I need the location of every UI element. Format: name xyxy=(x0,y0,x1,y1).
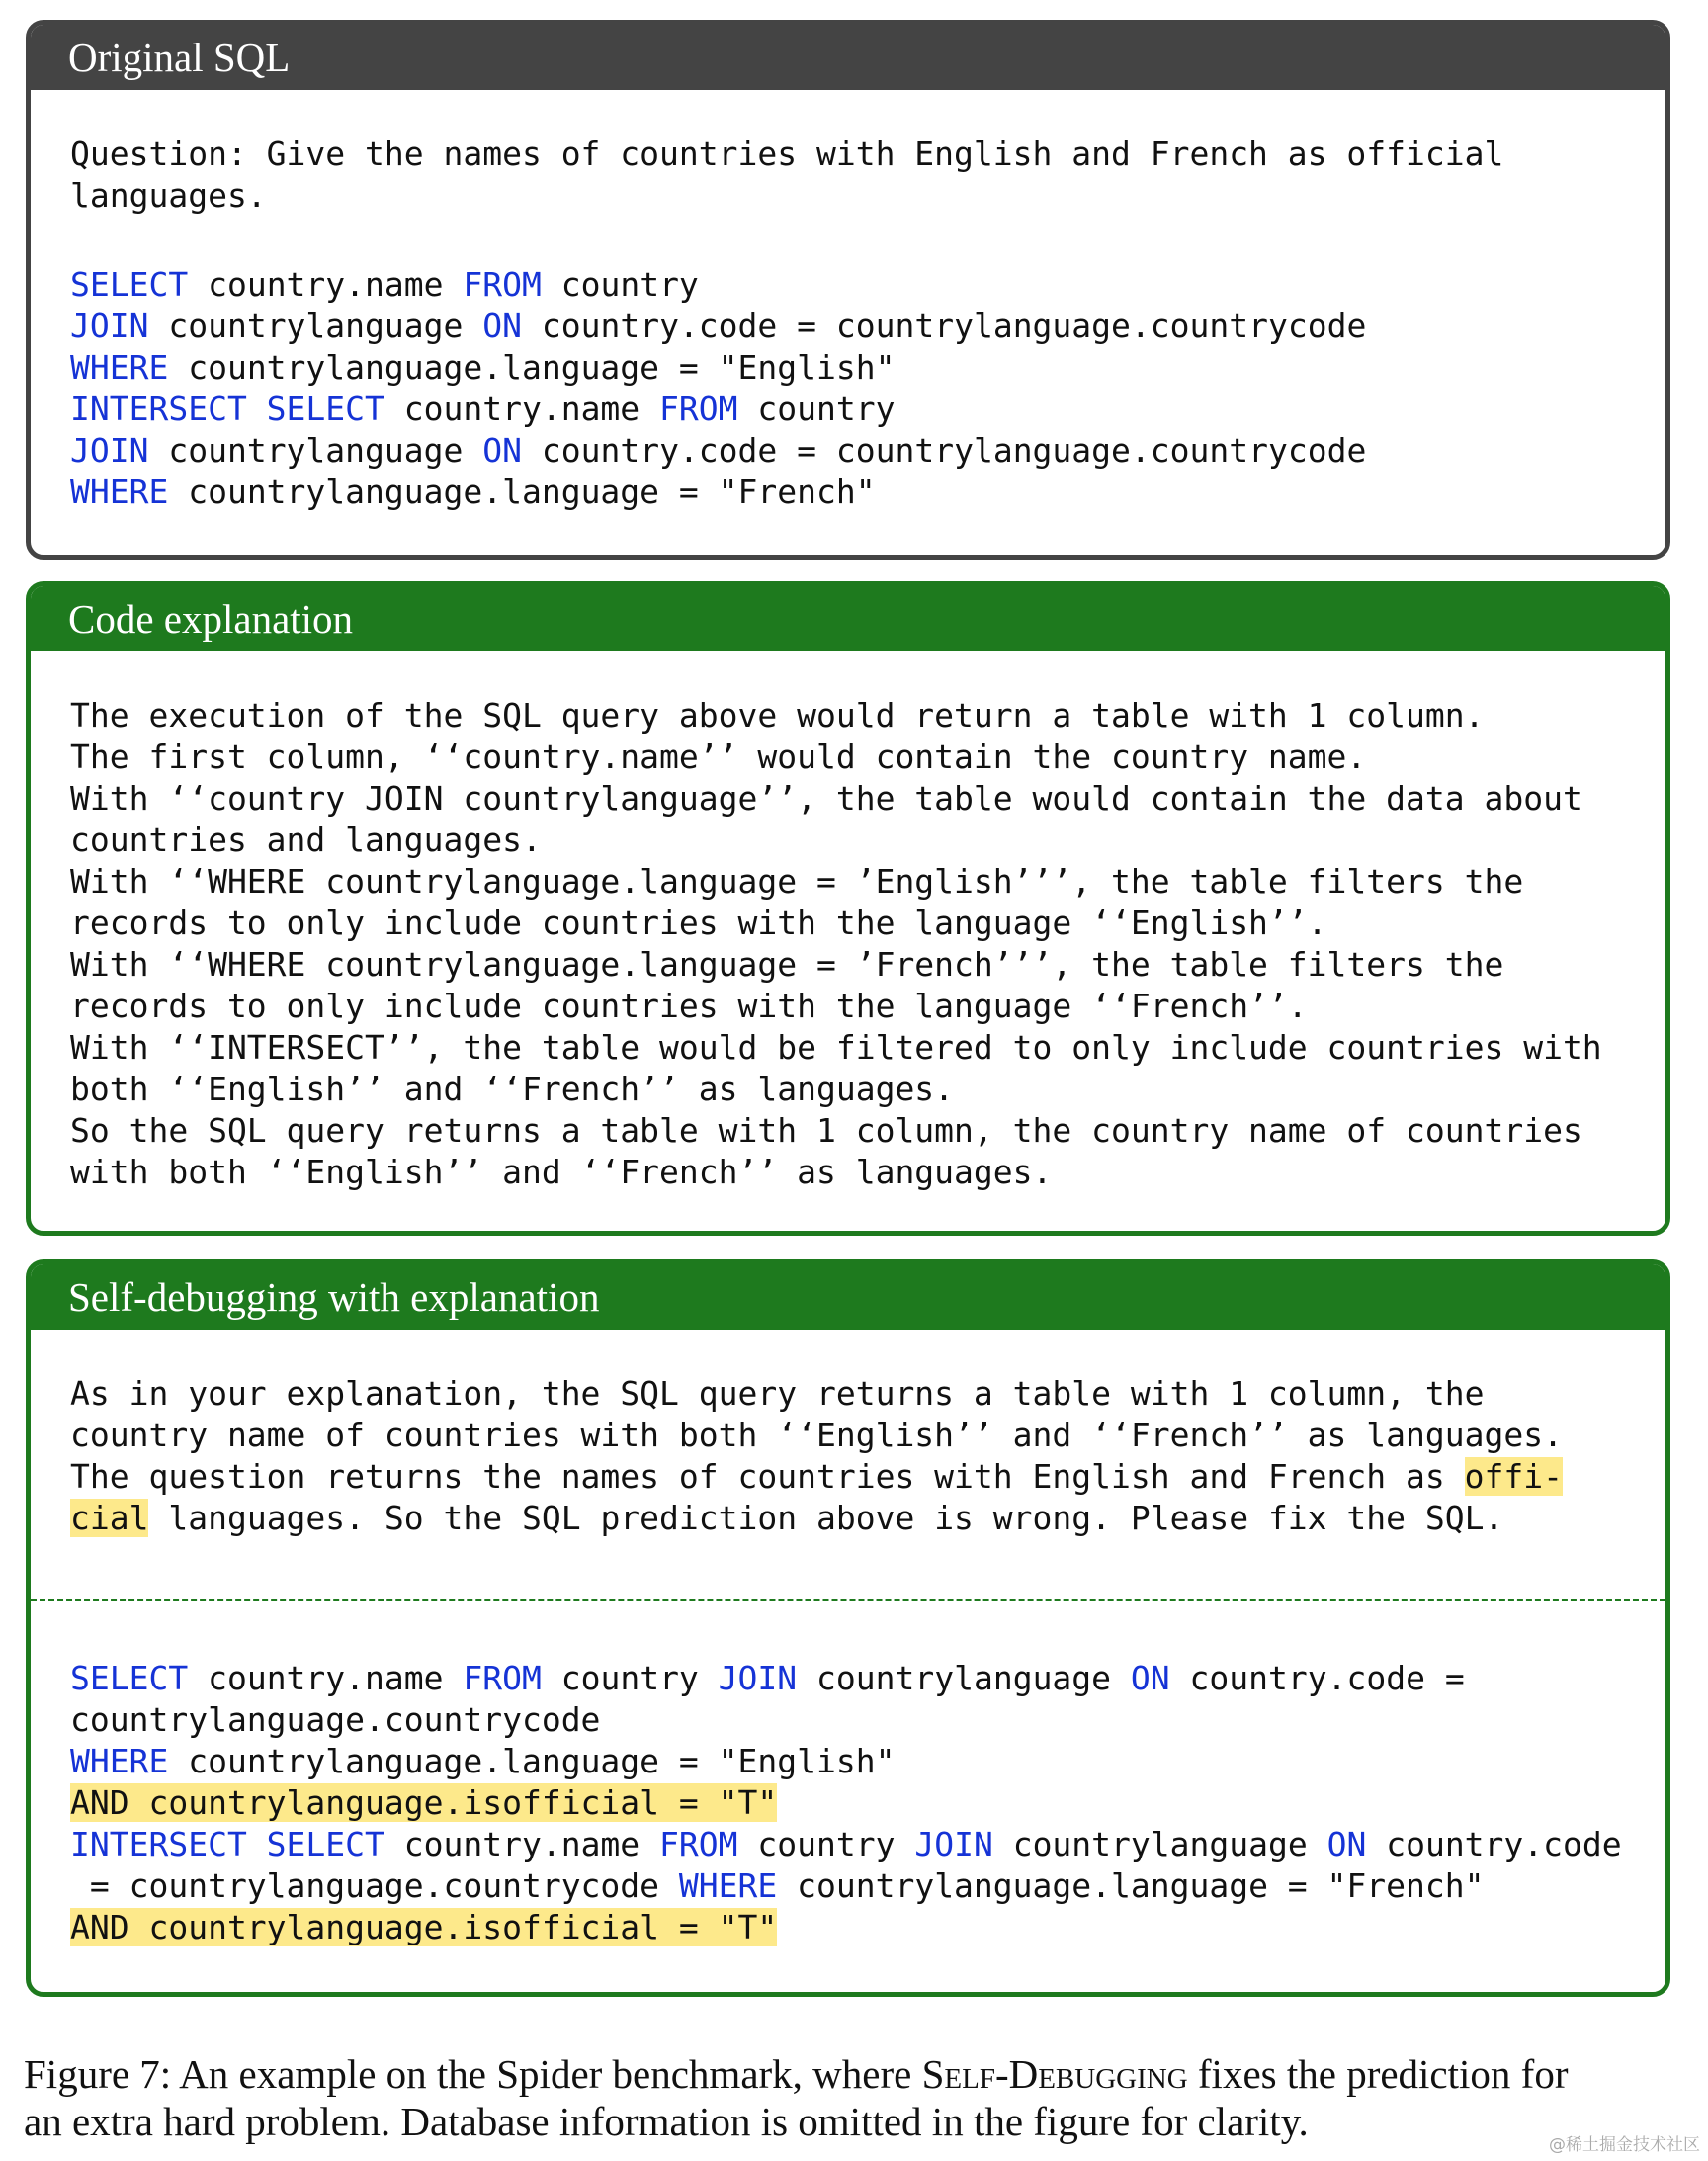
code-explanation-panel xyxy=(26,581,1670,1236)
highlight: offi- xyxy=(1464,1457,1563,1496)
feedback-text: As in your explanation, the SQL query returns a table with 1 column, the country name of countries with both ‘‘English’’ and ‘‘French’’ as languages. The question returns the names of countries with English and French as offi- cial languages. So the SQL prediction above is wrong. Please fix the SQL. xyxy=(70,1374,1563,1537)
figure-caption: Figure 7: An example on the Spider benchmark, where Self-Debugging fixes the prediction for an extra hard problem. Database information is omitted in the figure for clarity. xyxy=(24,2051,1569,2144)
fixed-sql-code: SELECT country.name FROM country JOIN countrylanguage ON country.code = countrylanguage.countrycode WHERE countrylanguage.language = "English" AND countrylanguage.isofficial = "T" INTERSECT SELECT country.name FROM country JOIN countrylanguage ON country.code = countrylanguage.countrycode WHERE countrylanguage.language = "French" AND countrylanguage.isofficial = "T" xyxy=(70,1659,1622,1946)
highlight: AND countrylanguage.isofficial = "T" xyxy=(70,1783,778,1822)
explanation-text: The execution of the SQL query above would return a table with 1 column. The first column, ‘‘country.name’’ would contain the country name. With ‘‘country JOIN countrylanguage’’, the table would contain the data about countries and languages. With ‘‘WHERE countrylanguage.language = ’English’’’, the table filters the records to only include countries with the language ‘‘English’’. With ‘‘WHERE countrylanguage.language = ’French’’’, the table filters the records to only include countries with the language ‘‘French’’. With ‘‘INTERSECT’’, the table would be filtered to only include countries with both ‘‘English’’ and ‘‘French’’ as languages. So the SQL query returns a table with 1 column, the country name of countries with both ‘‘English’’ and ‘‘French’’ as languages. xyxy=(70,696,1602,1191)
dashed-divider xyxy=(31,1599,1665,1601)
sql-line: WHERE countrylanguage.language = "English" xyxy=(70,348,896,387)
watermark: @稀土掘金技术社区 xyxy=(1549,2135,1700,2155)
sql-line: JOIN countrylanguage ON country.code = countrylanguage.countrycode xyxy=(70,431,1367,470)
highlight: AND countrylanguage.isofficial = "T" xyxy=(70,1908,778,1946)
question-text: Question: Give the names of countries with English and French as official languages. xyxy=(70,134,1504,215)
original-sql-code xyxy=(70,264,1636,513)
sql-line: SELECT country.name FROM country xyxy=(70,265,699,303)
code-explanation-title: Code explanation xyxy=(31,586,1665,651)
self-debugging-title: Self-debugging with explanation xyxy=(31,1264,1665,1330)
highlight: cial xyxy=(70,1499,149,1537)
self-debugging-panel xyxy=(26,1259,1670,1997)
sql-line: WHERE countrylanguage.language = "French" xyxy=(70,473,876,511)
sql-line: JOIN countrylanguage ON country.code = countrylanguage.countrycode xyxy=(70,306,1367,345)
original-sql-panel xyxy=(26,20,1670,560)
original-sql-title: Original SQL xyxy=(31,25,1665,90)
sql-line: INTERSECT SELECT country.name FROM country xyxy=(70,389,896,428)
